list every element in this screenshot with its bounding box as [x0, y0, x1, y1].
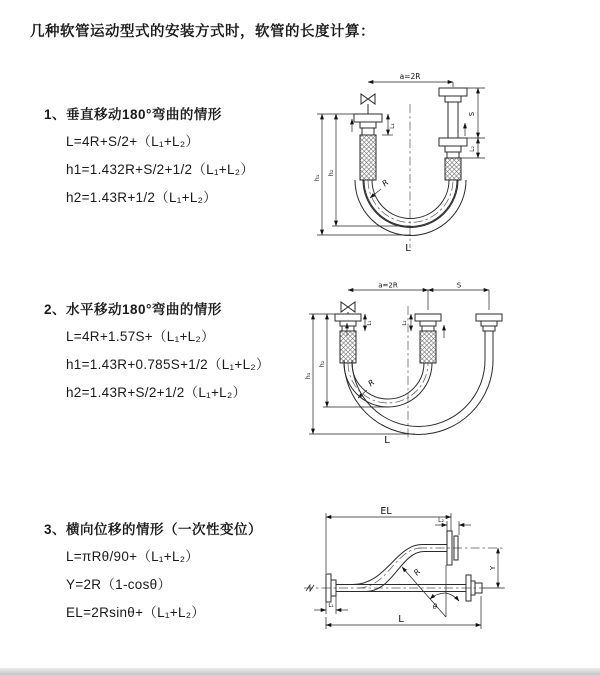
hose-and-fittings-3 [306, 531, 482, 602]
section-3-formula-EL: EL=2Rsinθ+（L₁+L₂） [66, 605, 206, 620]
right-top-flange [439, 88, 467, 96]
dim-h2-label: h₂ [318, 360, 326, 368]
dim-a2r-label: a=2R [378, 281, 398, 290]
braided-hose-middle [420, 331, 436, 363]
dim-h1-label: h₁ [313, 174, 321, 182]
section-1-heading: 1、垂直移动180°弯曲的情形 [44, 107, 222, 122]
diagram-3-drawing [298, 503, 600, 663]
dim-l2-label: L₂ [469, 146, 476, 152]
middle-flange [415, 314, 441, 321]
section-2-heading: 2、水平移动180°弯曲的情形 [44, 302, 222, 317]
section-horizontal-180 [44, 298, 306, 402]
section-3-formula-L: L=πRθ/90+（L₁+L₂） [66, 549, 200, 564]
dim-h1-label: h₁ [304, 372, 312, 380]
section-2-formula-h2: h2=1.43R+S/2+1/2（L₁+L₂） [66, 385, 247, 400]
diagram-2-drawing [303, 280, 593, 454]
dim-l1-label: L₁ [389, 123, 396, 129]
radius-label: R [411, 567, 423, 578]
dim-l2-label: L₂ [438, 517, 444, 524]
diagram-1-drawing [308, 68, 593, 264]
section-1-formula-h2: h2=1.43R+1/2（L₁+L₂） [66, 190, 217, 205]
dimension-lines-3 [314, 513, 504, 629]
dim-l1-label: L₁ [328, 603, 334, 609]
dim-el-label: EL [380, 506, 392, 517]
length-label: L [405, 243, 411, 254]
valve-icon [361, 94, 375, 104]
dimension-lines-2 [309, 290, 489, 434]
dim-l2-label: L₂ [402, 320, 408, 326]
diagram-vertical-180 [308, 68, 593, 264]
braided-hose-right [445, 158, 461, 180]
angle-theta-label: θ [432, 603, 438, 611]
braided-hose-left [360, 135, 376, 180]
diagram-horizontal-180 [303, 280, 593, 454]
dim-s-label: S [468, 111, 476, 117]
section-2-formula-L: L=4R+1.57S+（L₁+L₂） [66, 329, 215, 344]
dim-s-label: S [456, 281, 462, 290]
section-1-formula-L: L=4R+S/2+（L₁+L₂） [66, 134, 200, 149]
diagram-lateral-displacement [298, 503, 600, 663]
displaced-hose [353, 545, 447, 585]
section-vertical-180 [44, 103, 306, 207]
hose-and-fittings-2 [335, 302, 502, 435]
dim-l1-label: L₁ [367, 320, 373, 326]
valve-icon [341, 302, 355, 312]
radius-label: R [380, 177, 391, 189]
diagram-3-labels [328, 506, 497, 625]
u-bend-position-2 [352, 360, 485, 427]
section-lateral-displacement [44, 518, 306, 622]
length-label: L [384, 435, 390, 446]
page-title: 几种软管运动型式的安装方式时，软管的长度计算： [30, 24, 375, 40]
dim-h2-label: h₂ [327, 169, 335, 177]
radius-label: R [366, 377, 377, 389]
section-2-formula-h1: h1=1.43R+0.785S+1/2（L₁+L₂） [66, 357, 270, 372]
dim-y-label: Y [489, 565, 497, 571]
section-1-formula-h1: h1=1.432R+S/2+1/2（L₁+L₂） [66, 162, 255, 177]
length-label: L [398, 614, 404, 625]
centerlines-2 [348, 306, 428, 440]
right-lower-flange [439, 138, 467, 146]
left-flange [354, 114, 382, 122]
right-flange [476, 314, 502, 321]
left-flange [335, 314, 361, 321]
hose-and-fittings-1 [354, 88, 467, 236]
section-3-formula-Y: Y=2R（1-cosθ） [66, 577, 172, 592]
diagram-2-labels [304, 282, 462, 447]
dim-a2r-label: a=2R [399, 72, 421, 81]
page-bottom-edge [0, 668, 600, 675]
section-3-heading: 3、横向位移的情形（一次性变位） [44, 522, 263, 537]
braided-hose-left [340, 331, 356, 363]
